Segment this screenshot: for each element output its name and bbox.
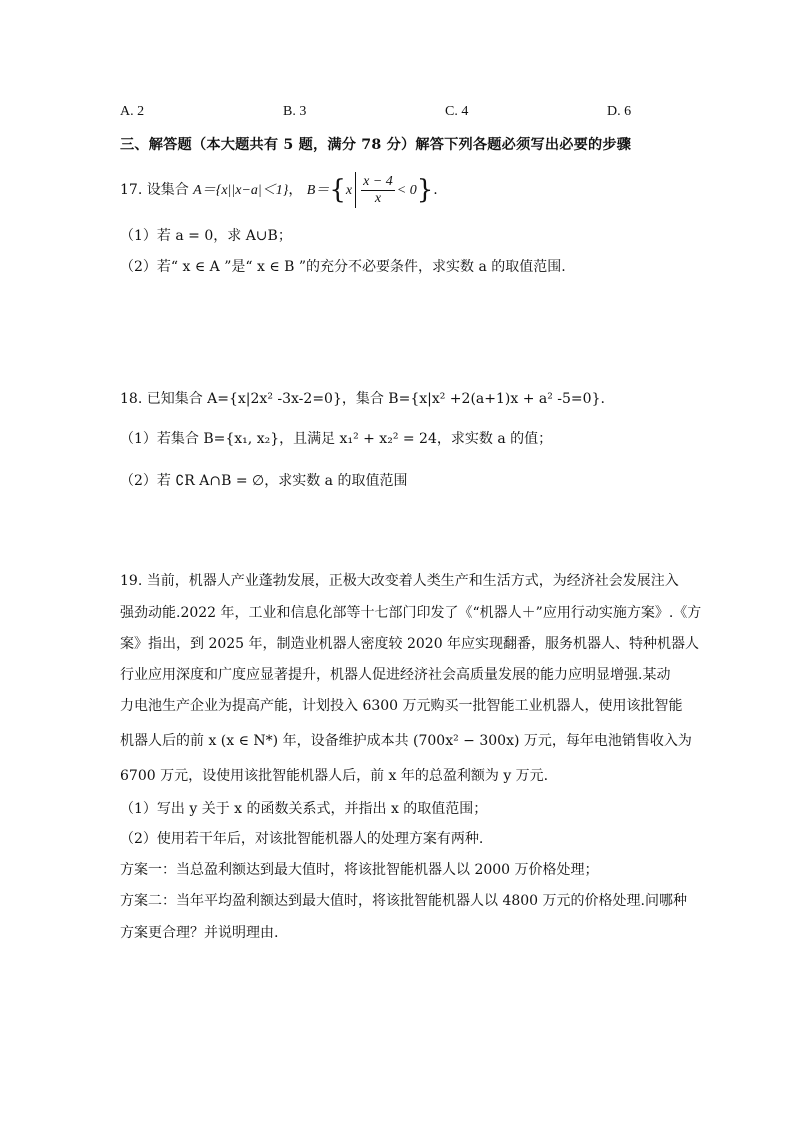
question-19-plan-2-continued: 方案更合理？并说明理由. <box>120 925 279 941</box>
question-17-part-2: （2）若“ x ∈ A ”是“ x ∈ B ”的充分不必要条件，求实数 a 的取值范围. <box>120 259 566 275</box>
q17-frac-numerator: x − 4 <box>363 173 393 189</box>
question-19-line-5: 力电池生产企业为提高产能，计划投入 6300 万元购买一批智能工业机器人，使用该批智能 <box>120 698 683 714</box>
question-17-part-1: （1）若 a = 0，求 A∪B； <box>120 228 292 244</box>
choice-d: D. 6 <box>607 104 632 119</box>
q17-set-bar <box>355 172 356 208</box>
section-heading: 三、解答题（本大题共有 5 题，满分 78 分）解答下列各题必须写出必要的步骤 <box>120 137 632 153</box>
question-19-part-1: （1）写出 y 关于 x 的函数关系式，并指出 x 的取值范围； <box>120 801 488 817</box>
q17-set-b-label: B＝ <box>306 183 330 198</box>
q17-prefix: 17. 设集合 <box>120 182 189 198</box>
question-18-stem: 18. 已知集合 A={x|2x² -3x-2=0}，集合 B={x|x² +2(a+1)x + a² -5=0}. <box>120 391 605 407</box>
question-19-plan-2: 方案二：当年平均盈利额达到最大值时，将该批智能机器人以 4800 万元的价格处理.问哪种 <box>120 893 687 909</box>
question-18-part-1: （1）若集合 B={x₁, x₂}，且满足 x₁² + x₂² = 24，求实数 a 的值； <box>120 431 553 447</box>
q17-set-a: A＝{x||x−a|＜1} <box>193 183 289 198</box>
question-19-plan-1: 方案一：当总盈利额达到最大值时，将该批智能机器人以 2000 万价格处理； <box>120 862 599 878</box>
choice-a: A. 2 <box>120 104 145 119</box>
question-19-line-1: 19. 当前，机器人产业蓬勃发展，正极大改变着人类生产和生活方式，为经济社会发展注入 <box>120 573 679 589</box>
question-19-line-7: 6700 万元，设使用该批智能机器人后，前 x 年的总盈利额为 y 万元. <box>120 768 549 784</box>
q17-fraction <box>361 174 395 207</box>
question-19-line-6: 机器人后的前 x (x ∈ N*) 年，设备维护成本共 (700x² − 300x) 万元，每年电池销售收入为 <box>120 733 692 749</box>
q17-inequality: < 0 <box>396 183 417 198</box>
question-17-stem: 17. 设集合 A＝{x||x−a|＜1}， B＝{x $\frac{x - 4}{x}$ < 0}. <box>120 170 438 210</box>
question-19-line-2: 强劲动能.2022 年，工业和信息化部等十七部门印发了《“机器人＋”应用行动实施方案》.《方 <box>120 605 702 621</box>
question-19-line-3: 案》指出，到 2025 年，制造业机器人密度较 2020 年应实现翻番，服务机器人、特种机器人 <box>120 636 700 652</box>
question-19-line-4: 行业应用深度和广度应显著提升，机器人促进经济社会高质量发展的能力应明显增强.某动 <box>120 667 671 683</box>
choice-c: C. 4 <box>445 104 469 119</box>
choice-b: B. 3 <box>283 104 307 119</box>
question-19-part-2: （2）使用若干年后，对该批智能机器人的处理方案有两种. <box>120 831 484 847</box>
question-18-part-2: （2）若 ∁R A∩B = ∅，求实数 a 的取值范围 <box>120 473 408 489</box>
q17-frac-denominator: x <box>374 190 382 206</box>
